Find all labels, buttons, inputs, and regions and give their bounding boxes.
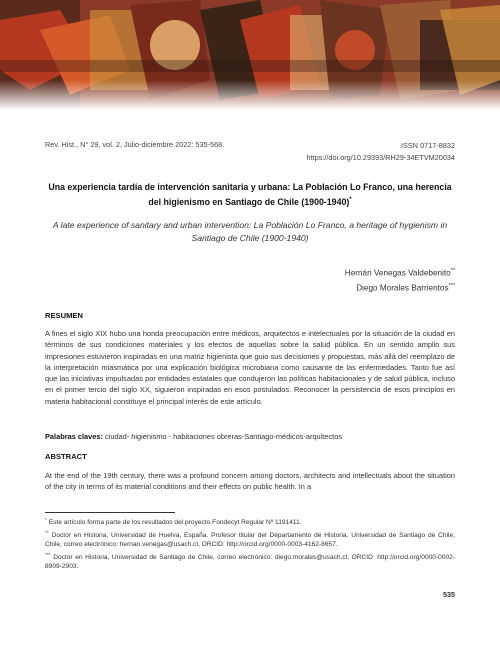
footnotes [45, 516, 455, 573]
author-1-name: Hernán Venegas Valdebenito [344, 268, 451, 278]
footnote-1 [45, 516, 455, 528]
footnote-2-mark: ** [45, 530, 49, 536]
footnote-1-text: Este artículo forma parte de los resultados del proyecto Fondecyt Regular Nº 1191411. [46, 519, 302, 527]
abstract-heading: ABSTRACT [45, 452, 87, 461]
issn-doi [307, 140, 455, 164]
footnote-3-text: Doctor en Historia, Universidad de Santiago de Chile, correo electrónico: diego.morales@usach.cl, ORCID: http://orcid.org/0000-0002-8909-2903. [45, 553, 455, 571]
footnote-2-text: Doctor en Historia, Universidad de Huelva, España. Profesor titular del Departamento de Historia. Universidad de Santiago de Chile, Chile, correo electrónico: hernan.venegas@usach.cl, ORCID: http://orcid.org/0000-0003-4162-8657. [45, 531, 455, 549]
author-2 [345, 280, 455, 295]
author-2-mark: *** [448, 282, 455, 289]
footnote-3 [45, 551, 455, 572]
footnote-2 [45, 529, 455, 550]
title-es-text: Una experiencia tardía de intervención sanitaria y urbana: La Población Lo Franco, una herencia del higienismo en Santiago de Chile (1900-1940) [48, 182, 452, 207]
title-footnote-mark: * [349, 196, 352, 203]
header-mural-banner [0, 0, 500, 110]
abstract-text: At the end of the 19th century, there was a profound concern among doctors, architects and intellectuals about the situation of the city in terms of its material conditions and their effects on public health. In a [45, 471, 455, 492]
doi-link[interactable]: https://doi.org/10.29393/RH29-34ETVM20034 [306, 153, 455, 162]
author-1-mark: ** [450, 268, 455, 274]
author-2-name: Diego Morales Barrientos [356, 283, 449, 293]
article-title-en: A late experience of sanitary and urban intervention: La Población Lo Franco, a heritage of hygienism in Santiago de Chile (1900-1940) [52, 220, 448, 243]
resumen-text: A fines el siglo XIX hubo una honda preocupación entre médicos, arquitectos e intelectuales por la situación de la ciudad en términos de sus condiciones materiales y los efectos de aquellas sobre la salud pública. En un sentido amplio sus impresiones estuvieron inspiradas en una matriz higienista que guio sus decisiones y propuestas, más allá del reemplazo de la interpretación miasmática por una explicación biológica microbiana como causante de las enfermedades. Tanto fue así que las iniciativas impulsadas por entidades estatales que condujeron las políticas habitacionales y de salud pública, incluso en el primer tercio del siglo XX, siguieron inspiradas en esos postulados. Reconocer la persistencia de esos principios en materia habitacional constituye el principal interés de este artículo. [45, 329, 455, 406]
banner-fade [0, 80, 500, 110]
author-list [345, 265, 455, 294]
keywords-label: Palabras claves: [45, 432, 103, 441]
footnote-3-mark: *** [45, 552, 51, 558]
author-1 [345, 265, 455, 280]
citation: Rev. Hist., N° 29, vol. 2, Julio-diciembre 2022: 535-568. [45, 140, 225, 149]
footnote-1-mark: * [45, 518, 47, 523]
article-title-es [45, 181, 455, 208]
keywords-text: ciudad- higienismo - habitaciones obreras-Santiago-médicos-arquitectos [102, 432, 343, 441]
issn: ISSN 0717-8832 [401, 141, 455, 150]
page-number: 535 [443, 590, 455, 599]
resumen-heading: RESUMEN [45, 311, 83, 320]
keywords-line [45, 432, 455, 441]
footnote-divider [45, 512, 175, 513]
